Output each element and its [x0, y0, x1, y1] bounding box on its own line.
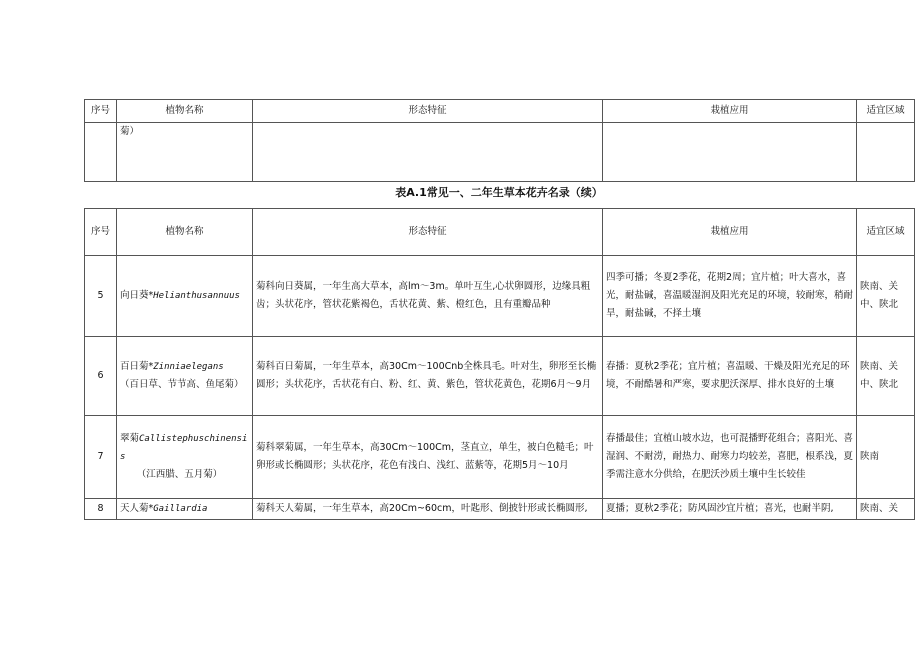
cell-name: [117, 416, 253, 499]
header-name: 植物名称: [117, 100, 253, 123]
cell-cult: 春播：夏秋2季花；宜片植；喜温暖、干燥及阳光充足的环境，不耐酷暑和严寒，要求肥沃深厚、排水良好的土壤: [603, 337, 857, 416]
name-cn: 天人菊*: [120, 503, 154, 514]
header-no: 序号: [85, 209, 117, 256]
cell-name: [117, 499, 253, 520]
table-continued: [84, 99, 915, 182]
name-latin: Zinniaelegans: [153, 362, 224, 372]
cell-no: 8: [85, 499, 117, 520]
header-morph: 形态特征: [253, 100, 603, 123]
cell-cult: 夏播；夏秋2季花；防风固沙宜片植；喜光，也耐半阴,: [603, 499, 857, 520]
header-name: 植物名称: [117, 209, 253, 256]
name-latin: Gaillardia: [153, 504, 208, 514]
name-cn: 向日葵*: [120, 290, 154, 301]
name-cn: 百日菊*: [120, 361, 154, 372]
header-cult: 栽植应用: [603, 209, 857, 256]
cell-morph: [253, 123, 603, 182]
cell-morph: 菊科天人菊属，一年生草本，高20Cm~60cm，叶匙形、倒披针形或长椭圆形,: [253, 499, 603, 520]
plant-table: [84, 208, 915, 520]
table-row: [85, 416, 915, 499]
table-row: [85, 256, 915, 337]
cell-morph: 菊科翠菊属，一年生草本，高30Cm～100Cm，茎直立，单生，被白色糙毛；叶卵形或长椭圆形；头状花序，花色有浅白、浅红、蓝紫等，花期5月～10月: [253, 416, 603, 499]
cell-region: 陕南、关: [857, 499, 915, 520]
cell-cult: 春播最佳；宜植山坡水边，也可混播野花组合；喜阳光、喜湿润、不耐涝，耐热力、耐寒力均较差，喜肥，根系浅，夏季需注意水分供给，在肥沃沙质土壤中生长较佳: [603, 416, 857, 499]
name-latin: Helianthusannuus: [153, 291, 240, 301]
name-alt: （百日草、节节高、鱼尾菊）: [120, 379, 244, 390]
cell-cult: [603, 123, 857, 182]
cell-region: [857, 123, 915, 182]
table-header-row: [85, 209, 915, 256]
header-no: 序号: [85, 100, 117, 123]
name-latin: Callistephuschinensis: [120, 434, 248, 462]
cell-no: 6: [85, 337, 117, 416]
cell-name: [117, 337, 253, 416]
table-header-row: [85, 100, 915, 123]
cell-region: 陕南、关中、陕北: [857, 337, 915, 416]
name-alt: （江西腊、五月菊）: [136, 469, 223, 480]
header-region: 适宜区域: [857, 100, 915, 123]
table-row: [85, 337, 915, 416]
cell-region: 陕南: [857, 416, 915, 499]
cell-name: 菊）: [117, 123, 253, 182]
cell-morph: 菊科向日葵属，一年生高大草本，高lm～3m。单叶互生,心状卵圆形，边缘具粗齿；头状花序，管状花紫褐色，舌状花黄、紫、橙红色，且有重瓣品种: [253, 256, 603, 337]
cell-no: [85, 123, 117, 182]
table-title: 表A.1常见一、二年生草本花卉名录（续）: [395, 186, 603, 199]
header-region: 适宜区域: [857, 209, 915, 256]
table-row: [85, 123, 915, 182]
cell-cult: 四季可播；冬夏2季花，花期2周；宜片植；叶大喜水，喜光，耐盐碱，喜温暖湿润及阳光充足的环境，较耐寒，稍耐旱，耐盐碱，不择土壤: [603, 256, 857, 337]
table-row: [85, 499, 915, 520]
cell-no: 5: [85, 256, 117, 337]
cell-region: 陕南、关中、陕北: [857, 256, 915, 337]
header-morph: 形态特征: [253, 209, 603, 256]
name-cn: 翠菊: [120, 433, 140, 444]
header-cult: 栽植应用: [603, 100, 857, 123]
cell-no: 7: [85, 416, 117, 499]
cell-morph: 菊科百日菊属，一年生草本，高30Cm～100Cnb全株具毛。叶对生，卵形至长椭圆形；头状花序，舌状花有白、粉、红、黄、紫色，管状花黄色，花期6月～9月: [253, 337, 603, 416]
cell-name: [117, 256, 253, 337]
